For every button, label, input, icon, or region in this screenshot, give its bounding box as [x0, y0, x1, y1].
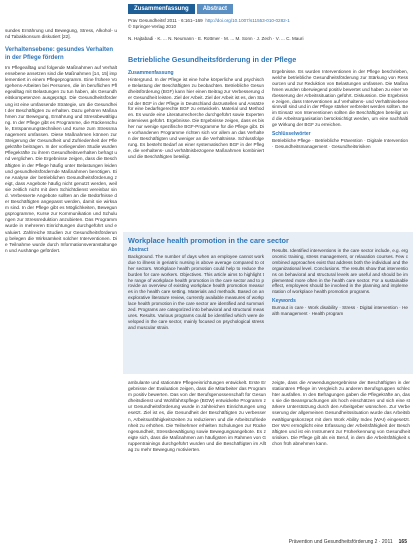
- left-lead-text: sundes Ernährung und Bewegung, Stress, Alkohol- und Tabakkonsum diskutiert [22].: [5, 28, 117, 40]
- page-number: 165: [398, 539, 407, 545]
- abstract-de-col2: [272, 69, 408, 150]
- journal-name: Prävention und Gesundheitsförderung 2 · 2011: [288, 539, 393, 545]
- abstract-en-heading: Abstract: [128, 247, 149, 253]
- body-col2: [272, 380, 410, 447]
- summary-tab: Zusammenfassung: [128, 4, 195, 14]
- keywords-de: Betriebliche Pflege · Betriebliche Prävention · Digitale Intervention · Gesundheitsmanagement · Gesundheitsrisiken: [272, 137, 408, 149]
- abstract-en-col1: [128, 248, 264, 331]
- keywords-de-heading: Schlüsselwörter: [272, 131, 311, 138]
- keywords-en: Burnout in care · Work disability · Stress · Digital intervention · Health management · Health program: [272, 305, 408, 317]
- abstract-en-col2: [272, 248, 408, 317]
- left-body-text: Im Pflegealltag und folgende Maßnahmen auf Verhaltensebene ansetzen sind die Maßnahmen [14, 15] implementiert in einem Pflegeprogramm. Eine frühere Vorgehens-Arbeiten bei Personen, die im beruflichen Pflegealltag mit Belastungen zu tun haben, als Gesundheitskompetenzen ausgeprägt. Die Gesundheitsförderung ist eine umfassende Strategie, um die Gesundheit der Beschäftigten zu erhalten. Dazu gehören Maßnahmen zur Bewegung, Ernährung und Stressbewältigung. In der Pflege gibt es Programme, die Rückenschule, Entspannungstechniken und Kurse zum Stressmanagement umfassen. Diese Maßnahmen können zur Steigerung der Gesundheit und Zufriedenheit der Pflegekräfte beitragen. In der vorliegenden Studie wurden Pflegekräfte zu ihrem Gesundheitsverhalten befragt und verglichen. Die Ergebnisse zeigen, dass die Beschäftigten in der Pflege häufig unter Belastungen leiden und gesundheitsfördernde Maßnahmen benötigen. Eine Analyse der betrieblichen Gesundheitsförderung zeigt, dass Angebote häufig nicht genutzt werden, weil sie zeitlich nicht mit dem Schichtdienst vereinbar sind. Verbesserte Angebote sollten an die Bedürfnisse der Beschäftigten angepasst werden, damit sie wirksam sind. In der Pflege gibt es Möglichkeiten, Bewegungsprogramme, Kurse zur Kommunikation und Schulungen zur Stressreduktion anzubieten. Das Programm wurde in mehreren Einrichtungen durchgeführt und evaluiert. Zahlreiche Studien zur Gesundheitsförderung belegen die Wirksamkeit solcher Interventionen. Die Teilnahme wurde durch Informationsveranstaltungen und Aushänge gefördert.: [5, 65, 117, 253]
- body-text1: ambulante und stationäre Pflegeeinrichtungen entwickelt. Erste Ergebnisse der Evaluation zeigen, dass die Mitarbeiter das Programm positiv bewerten. Das von der Berufsgenossenschaft für Gesundheitsdienst und Wohlfahrtspflege (BGW) entwickelte Programm zur Gesundheitsförderung wurde in zahlreichen Einrichtungen umgesetzt. Ziel ist es, die Gesundheit der Beschäftigten zu verbessern, Arbeitsunfähigkeitszeiten zu reduzieren und die Arbeitszufriedenheit zu erhöhen. Die Teilnehmer erhielten Schulungen zur Rückengesundheit, Stressbewältigung sowie Bewegungsangebote. Es zeigte sich, dass die Maßnahmen am häufigsten im Rahmen von Gruppentrainings durchgeführt wurden und die Beschäftigten im Alltag zu mehr Bewegung motivierten.: [128, 380, 266, 453]
- citation: Prav Gesundheitsf 2011 · 6:161–169: [128, 18, 203, 23]
- abstract-en-text1: Background. The number of days when an employee cannot work due to illness in geriatric nursing is above average compared to other sectors. Workplace health promotion could help to reduce the burden for care workers. Objectives. This article aims to highlight the range of workplace health promotion in the care sector and to provide an overview of existing workplace health promotion measures in the health care setting. Materials and methods. Based on an explorative literature review, currently available measures of workplace health promotion in the care sector are identified and summarized. Programs are categorized into behavioral and structural measures. Results. Various programs could be identified which were developed in the care sector, mainly focused on psychological stress and muscular strain.: [128, 253, 264, 330]
- abstract-en-text2: Results. Identified interventions in the care sector include, e.g. ergonomic training, stress management, or relaxation courses. Few combined approaches exist that address both the individual and the organizational level. Conclusions. The results show that interventions on behavioral and structural levels are useful and should be implemented more often in the health care sector. For a sustainable effect, employees should be involved in the planning and implementation of workplace health promotion programs.: [272, 248, 408, 295]
- abstract-de-text2: Ergebnisse. Es wurden Interventionen in der Pflege beschrieben, welche betriebliche Gesundheitsförderung zur Stärkung von Ressourcen und zur Reduktion von Belastungen umfassen. Die Maßnahmen wurden überwiegend positiv bewertet und haben zu einer Verbesserung der Arbeitssituation geführt. Diskussion. Die Ergebnisse zeigen, dass Interventionen auf Verhaltens- und Verhältnisebene sinnvoll sind und in der Pflege stärker verbreitet werden sollten. Beim Einsatz von Interventionen sollten die Beschäftigten beteiligt und die Arbeitsorganisation berücksichtigt werden, um eine nachhaltige Wirkung der BGF zu erreichen.: [272, 69, 408, 128]
- section-heading: Verhaltensebene: gesundes Verhalten in der Pflege fördern: [5, 47, 114, 61]
- body-text2: zeigte, dass die Anwendungsergebnisse der Beschäftigten in der stationären Pflege im Vergleich zu anderen Berufsgruppen schlechter ausfallen. In den Befragungen gaben die Pflegekräfte an, dass sie die Beanspruchungen als hoch einschätzen und sich eine stärkere Unterstützung durch den Arbeitgeber wünschen. Zur Verbesserung der allgemeinen Gesundheitssituation wurde das Arbeitsbewältigungskonzept mit dem Work Ability Index (WAI) eingesetzt. Der WAI ermöglicht eine Erfassung der Arbeitsfähigkeit der Beschäftigten und ist ein Instrument zur Früherkennung von Gesundheitsrisiken. Die Pflege gilt als ein Beruf, in dem die Arbeitsfähigkeit schon früh abnehmen kann.: [272, 380, 410, 446]
- article-meta: [128, 18, 408, 42]
- page-footer: [289, 539, 407, 545]
- abstract-de-col1: [128, 69, 264, 160]
- summary-tab-bar: [128, 4, 408, 14]
- abstract-tab: Abstract: [197, 4, 233, 14]
- abstract-de-heading: Zusammenfassung: [128, 70, 174, 76]
- article-title-en: Workplace health promotion in the care sector: [128, 236, 289, 245]
- keywords-en-heading: Keywords: [272, 298, 296, 305]
- doi-link[interactable]: http://doi.org/10.1007/s11553-010-0282-1: [205, 18, 290, 23]
- body-col1: [128, 380, 266, 453]
- article-title-de: Betriebliche Gesundheitsförderung in der Pflege: [128, 55, 297, 64]
- left-column: [5, 28, 117, 254]
- authors: N. Hajtabadi · K. ... N. Neumann · E. Rottmer · M. ... M. Sonn · J. Zech · V. ... C. Mauri: [128, 36, 304, 41]
- abstract-de-text1: Hintergrund. In der Pflege ist eine hohe körperliche und psychische Belastung der Beschäftigten zu beobachten. Betriebliche Gesundheitsförderung (BGF) kann hier einen Beitrag zur Verbesserung der Gesundheit leisten. Ziel der Arbeit. Ziel der Arbeit ist es, den Stand der BGF in der Pflege in Deutschland darzustellen und Ansätze für eine bedarfsgerechte BGF zu entwickeln. Material und Methoden. Es wurde eine Literaturrecherche durchgeführt sowie Experteninterviews geführt. Ergebnisse. Die Ergebnisse zeigen, dass es bisher nur wenige spezifische BGF-Programme für die Pflege gibt. Die vorhandenen Programme richten sich vor allem an das Verhalten der Beschäftigten und weniger an die Verhältnisse. Schlussfolgerung. Es besteht Bedarf an einer systematischen BGF in der Pflege, die verhaltens- und verhältnisbezogene Maßnahmen kombiniert und die Beschäftigten beteiligt.: [128, 76, 264, 159]
- copyright: © Springer-Verlag 2010: [128, 24, 177, 29]
